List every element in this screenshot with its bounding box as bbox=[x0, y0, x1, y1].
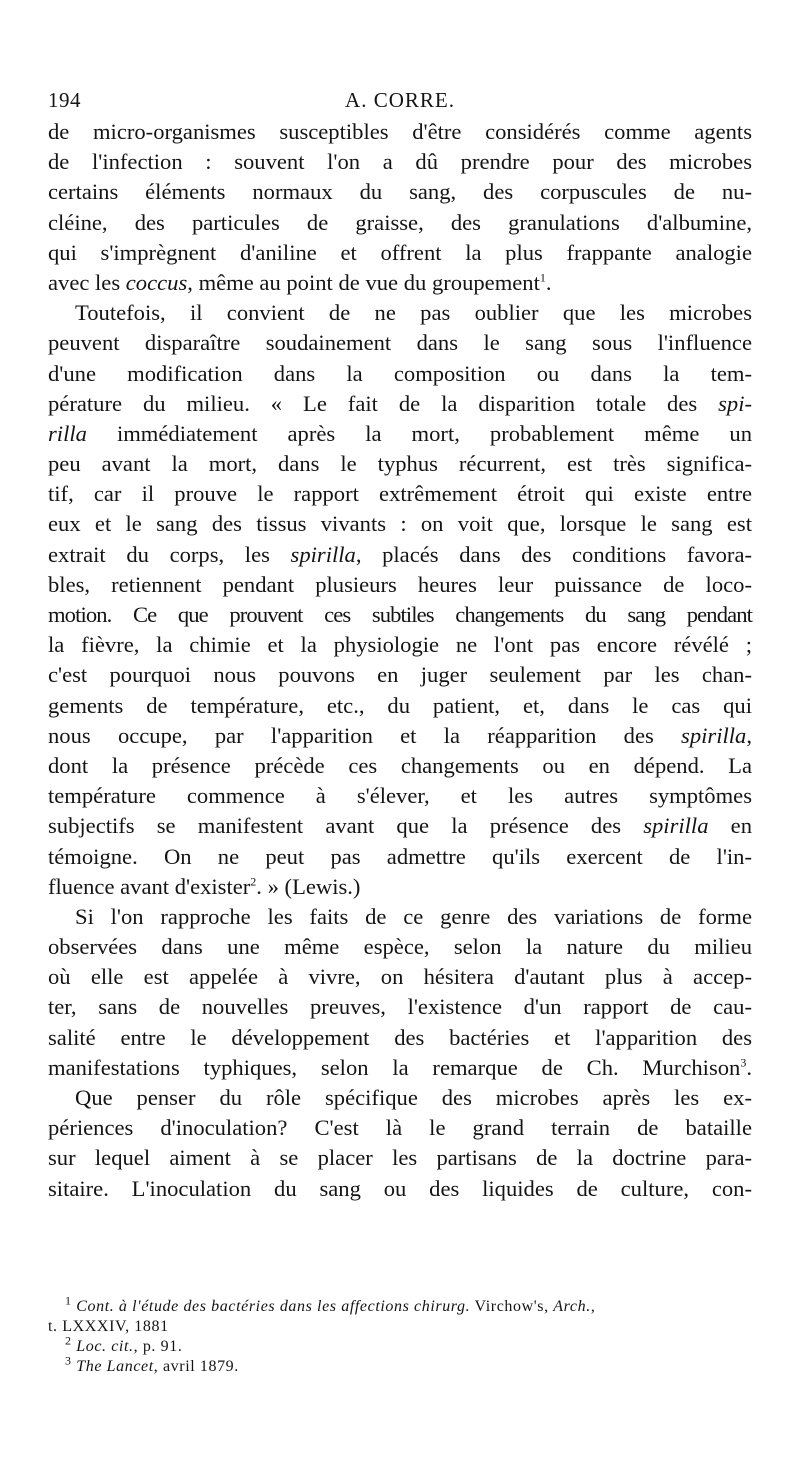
text-run: . bbox=[746, 1054, 752, 1080]
italic-term: rilla bbox=[48, 420, 87, 446]
text-line bbox=[48, 419, 752, 449]
italic-term: spi- bbox=[718, 390, 752, 416]
text-line: sitaire. L'inoculation du sang ou des liquides de culture, con- bbox=[48, 1175, 752, 1201]
text-line bbox=[48, 1053, 752, 1083]
footnote-1-continued: t. LXXXIV, 1881 bbox=[48, 1318, 169, 1335]
text-run: extrait du corps, les bbox=[48, 541, 291, 567]
footnote-1 bbox=[48, 1293, 752, 1317]
body-text bbox=[48, 117, 752, 1204]
footnote-mark: 3 bbox=[65, 1353, 72, 1368]
text-line: température commence à s'élever, et les autres symptômes bbox=[48, 783, 752, 809]
text-run: , bbox=[746, 722, 752, 748]
text-line: ter, sans de nouvelles preuves, l'existence d'un rapport de cau- bbox=[48, 994, 752, 1020]
italic-term: coccus bbox=[125, 269, 188, 295]
text-line: où elle est appelée à vivre, on hésitera d'autant plus à accep- bbox=[48, 964, 752, 990]
text-line: avec les coccus, même au point de vue du groupement$^1$. bbox=[48, 269, 552, 295]
text-line bbox=[48, 389, 752, 419]
italic-term: spirilla bbox=[290, 541, 356, 567]
footnote-3 bbox=[48, 1353, 752, 1377]
text-run: pérature du milieu. « Le fait de la disparition totale des bbox=[48, 390, 719, 416]
text-run: avec les bbox=[48, 269, 126, 295]
text-line: bles, retiennent pendant plusieurs heures leur puissance de loco- bbox=[48, 571, 752, 597]
text-line: motion. Ce que prouvent ces subtiles changements du sang pendant bbox=[48, 602, 752, 627]
text-line: témoigne. On ne peut pas admettre qu'ils exercent de l'in- bbox=[48, 843, 752, 869]
text-line: périences d'inoculation? C'est là le grand terrain de bataille bbox=[48, 1115, 752, 1141]
footnote-text: , avril 1879. bbox=[153, 1358, 239, 1375]
text-run: , même au point de vue du groupement bbox=[187, 269, 540, 295]
page-number: 194 bbox=[48, 88, 81, 112]
text-line bbox=[48, 811, 752, 841]
footnote-ref-3: 3 bbox=[740, 1055, 747, 1070]
text-run: . » (Lewis.) bbox=[256, 873, 361, 899]
text-line: Que penser du rôle spécifique des microbes après les ex- bbox=[75, 1085, 752, 1110]
text-line: Si l'on rapproche les faits de ce genre des variations de forme bbox=[75, 903, 752, 929]
text-run: subjectifs se manifestent avant que la présence des bbox=[48, 813, 644, 839]
text-run: fluence avant d'exister bbox=[48, 873, 251, 899]
page-header bbox=[48, 88, 752, 118]
footnote-mark: 2 bbox=[65, 1333, 72, 1348]
text-line: eux et le sang des tissus vivants : on voit que, lorsque le sang est bbox=[48, 511, 752, 537]
text-run: nous occupe, par l'apparition et la réapparition des bbox=[48, 722, 682, 748]
footnote-text: , p. 91. bbox=[133, 1338, 183, 1355]
text-line: Toutefois, il convient de ne pas oublier que les microbes bbox=[75, 300, 752, 326]
running-head: A. CORRE. bbox=[345, 88, 455, 112]
text-line: observées dans une même espèce, selon la nature du milieu bbox=[48, 934, 752, 960]
text-line: de l'infection : souvent l'on a dû prendre pour des microbes bbox=[48, 149, 752, 175]
text-line: tif, car il prouve le rapport extrêmement étroit qui existe entre bbox=[48, 481, 752, 507]
text-line: de micro-organismes susceptibles d'être considérés comme agents bbox=[48, 119, 752, 144]
text-run: immédiatement après la mort, probablement même un bbox=[86, 420, 752, 446]
text-line: sur lequel aiment à se placer les partisans de la doctrine para- bbox=[48, 1145, 752, 1171]
text-line bbox=[48, 872, 752, 902]
text-line bbox=[48, 721, 752, 751]
footnote-text: , bbox=[590, 1298, 596, 1315]
footnote-title: The Lancet bbox=[76, 1358, 154, 1375]
footnote-2 bbox=[48, 1333, 752, 1357]
text-run: manifestations typhiques, selon la remarque de Ch. Murchison bbox=[48, 1054, 741, 1080]
text-line: gements de température, etc., du patient, et, dans le cas qui bbox=[48, 692, 752, 718]
text-line: dont la présence précède ces changements ou en dépend. La bbox=[48, 752, 752, 778]
text-line bbox=[48, 540, 752, 570]
text-line: peu avant la mort, dans le typhus récurrent, est très significa- bbox=[48, 451, 752, 477]
text-run: en bbox=[708, 813, 752, 839]
footnotes bbox=[48, 1293, 752, 1377]
footnote-ref-2: 2 bbox=[250, 874, 257, 889]
text-line: la fièvre, la chimie et la physiologie ne l'ont pas encore révélé ; bbox=[48, 632, 752, 658]
text-line: c'est pourquoi nous pouvons en juger seulement par les chan- bbox=[48, 662, 752, 688]
footnote-ref-1: 1 bbox=[539, 270, 546, 285]
footnote-text: Virchow's, bbox=[470, 1298, 554, 1315]
text-line: d'une modification dans la composition ou dans la tem- bbox=[48, 360, 752, 386]
text-line: peuvent disparaître soudainement dans le sang sous l'influence bbox=[48, 330, 752, 356]
text-run: , placés dans des conditions favora- bbox=[355, 541, 752, 567]
footnote-title: Loc. cit. bbox=[76, 1338, 134, 1355]
text-line: qui s'imprègnent d'aniline et offrent la plus frappante analogie bbox=[48, 239, 752, 265]
text-line: cléine, des particules de graisse, des granulations d'albumine, bbox=[48, 209, 752, 235]
text-line: salité entre le développement des bactéries et l'apparition des bbox=[48, 1024, 752, 1050]
italic-term: spirilla bbox=[643, 813, 709, 839]
text-line: certains éléments normaux du sang, des corpuscules de nu- bbox=[48, 179, 752, 205]
footnote-mark: 1 bbox=[65, 1293, 72, 1308]
footnote-journal: Arch. bbox=[553, 1298, 591, 1315]
footnote-title: Cont. à l'étude des bactéries dans les affections chirurg. bbox=[76, 1298, 471, 1315]
italic-term: spirilla bbox=[681, 722, 747, 748]
